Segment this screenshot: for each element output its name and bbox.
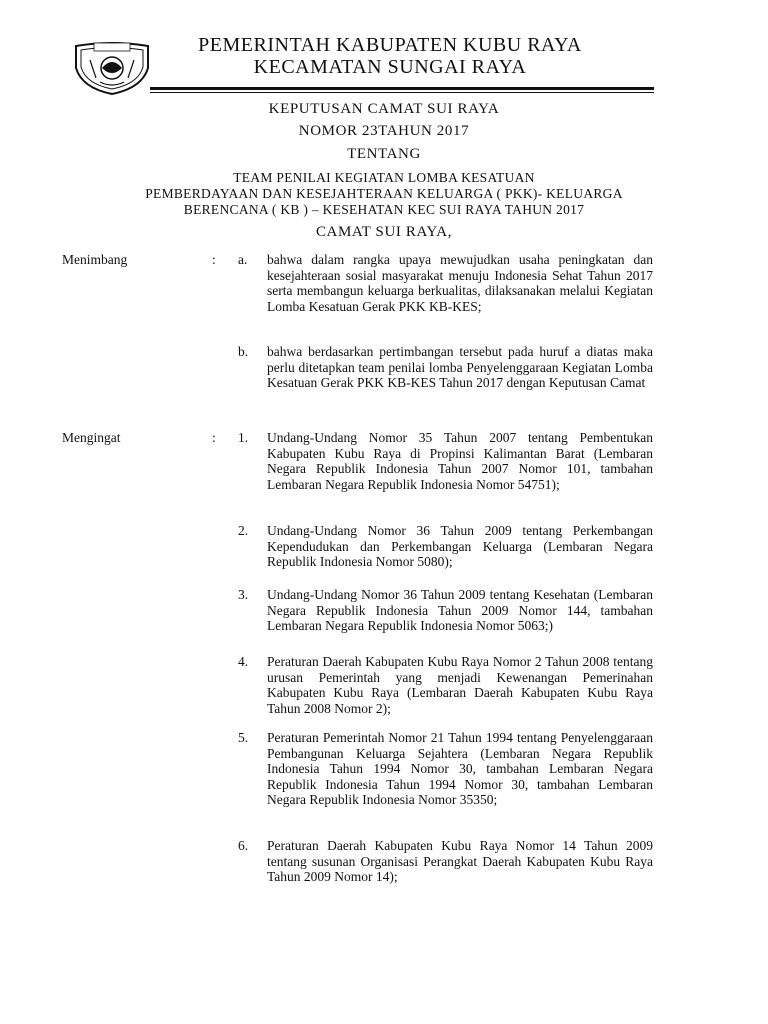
menimbang-item-text: bahwa dalam rangka upaya mewujudkan usaha peningkatan dan kesejahteraan sosial masyarakat menuju Indonesia Sehat Tahun 2017 serta membangun keluarga berkualitas, dilaksanakan melalui Kegiatan Lomba Kesatuan Gerak PKK KB-KES;: [267, 252, 653, 314]
signatory-heading: CAMAT SUI RAYA,: [315, 224, 453, 240]
mengingat-item-number: 1.: [238, 430, 249, 445]
decree-tentang: TENTANG: [347, 146, 421, 162]
letterhead-rule-thick: [150, 87, 654, 90]
mengingat-colon: :: [212, 430, 216, 445]
menimbang-item-number: b.: [238, 344, 249, 359]
mengingat-item-number: 2.: [238, 523, 249, 538]
mengingat-item-number: 5.: [238, 730, 249, 745]
menimbang-item-text: bahwa berdasarkan pertimbangan tersebut pada huruf a diatas maka perlu ditetapkan team penilai lomba Penyelenggaraan Kegiatan Lomba Kesatuan Gerak PKK KB-KES Tahun 2017 dengan Keputusan Camat: [267, 344, 653, 391]
letterhead-line-1: PEMERINTAH KABUPATEN KUBU RAYA: [198, 34, 582, 56]
mengingat-item-text: Undang-Undang Nomor 36 Tahun 2009 tentang Perkembangan Kependudukan dan Perkembangan Keluarga (Lembaran Negara Republik Indonesia Nomor 5080);: [267, 523, 653, 570]
letterhead-rule-thin: [150, 92, 654, 93]
menimbang-label: Menimbang: [62, 252, 128, 267]
decree-number: NOMOR 23TAHUN 2017: [298, 123, 470, 139]
mengingat-item-number: 6.: [238, 838, 249, 853]
mengingat-item-text: Peraturan Daerah Kabupaten Kubu Raya Nomor 14 Tahun 2009 tentang susunan Organisasi Perangkat Daerah Kabupaten Kubu Raya Tahun 2009 Nomor 14);: [267, 838, 653, 885]
decree-subject-line-1: TEAM PENILAI KEGIATAN LOMBA KESATUAN: [233, 170, 535, 185]
mengingat-item-text: Peraturan Daerah Kabupaten Kubu Raya Nomor 2 Tahun 2008 tentang urusan Pemerintah yang menjadi Kewenangan Pemerinahan Kabupaten Kubu Raya (Lembaran Daerah Kabupaten Kubu Raya Tahun 2008 Nomor 2);: [267, 654, 653, 716]
mengingat-item-text: Peraturan Pemerintah Nomor 21 Tahun 1994 tentang Penyelenggaraan Pembangunan Keluarga Sejahtera (Lembaran Negara Republik Indonesia Tahun 1994 Nomor 30, tambahan Lembaran Negara Republik Indonesia Tahun 1994 Nomor 30, tambahan Lembaran Negara Republik Indonesia Nomor 35350;: [267, 730, 653, 808]
decree-title: KEPUTUSAN CAMAT SUI RAYA: [268, 101, 500, 117]
kabupaten-emblem-logo: [72, 38, 152, 96]
letterhead: [0, 0, 768, 100]
mengingat-item-number: 3.: [238, 587, 249, 602]
mengingat-item-text: Undang-Undang Nomor 36 Tahun 2009 tentang Kesehatan (Lembaran Negara Republik Indonesia Tahun 2009 Nomor 144, tambahan Lembaran Negara Republik Indonesia Nomor 5063;): [267, 587, 653, 634]
mengingat-item-text: Undang-Undang Nomor 35 Tahun 2007 tentang Pembentukan Kabupaten Kubu Raya di Propinsi Kalimantan Barat (Lembaran Negara Republik Indonesia Tahun 2007 Nomor 101, tambahan Lembaran Negara Republik Indonesia Nomor 54751);: [267, 430, 653, 492]
menimbang-colon: :: [212, 252, 216, 267]
decree-subject-line-3: BERENCANA ( KB ) – KESEHATAN KEC SUI RAYA TAHUN 2017: [183, 202, 585, 217]
menimbang-item-number: a.: [238, 252, 248, 267]
decree-subject-line-2: PEMBERDAYAAN DAN KESEJAHTERAAN KELUARGA ( PKK)- KELUARGA: [145, 186, 623, 201]
letterhead-line-2: KECAMATAN SUNGAI RAYA: [253, 56, 527, 78]
mengingat-item-number: 4.: [238, 654, 249, 669]
mengingat-label: Mengingat: [62, 430, 121, 445]
decree-subject: [60, 170, 708, 218]
